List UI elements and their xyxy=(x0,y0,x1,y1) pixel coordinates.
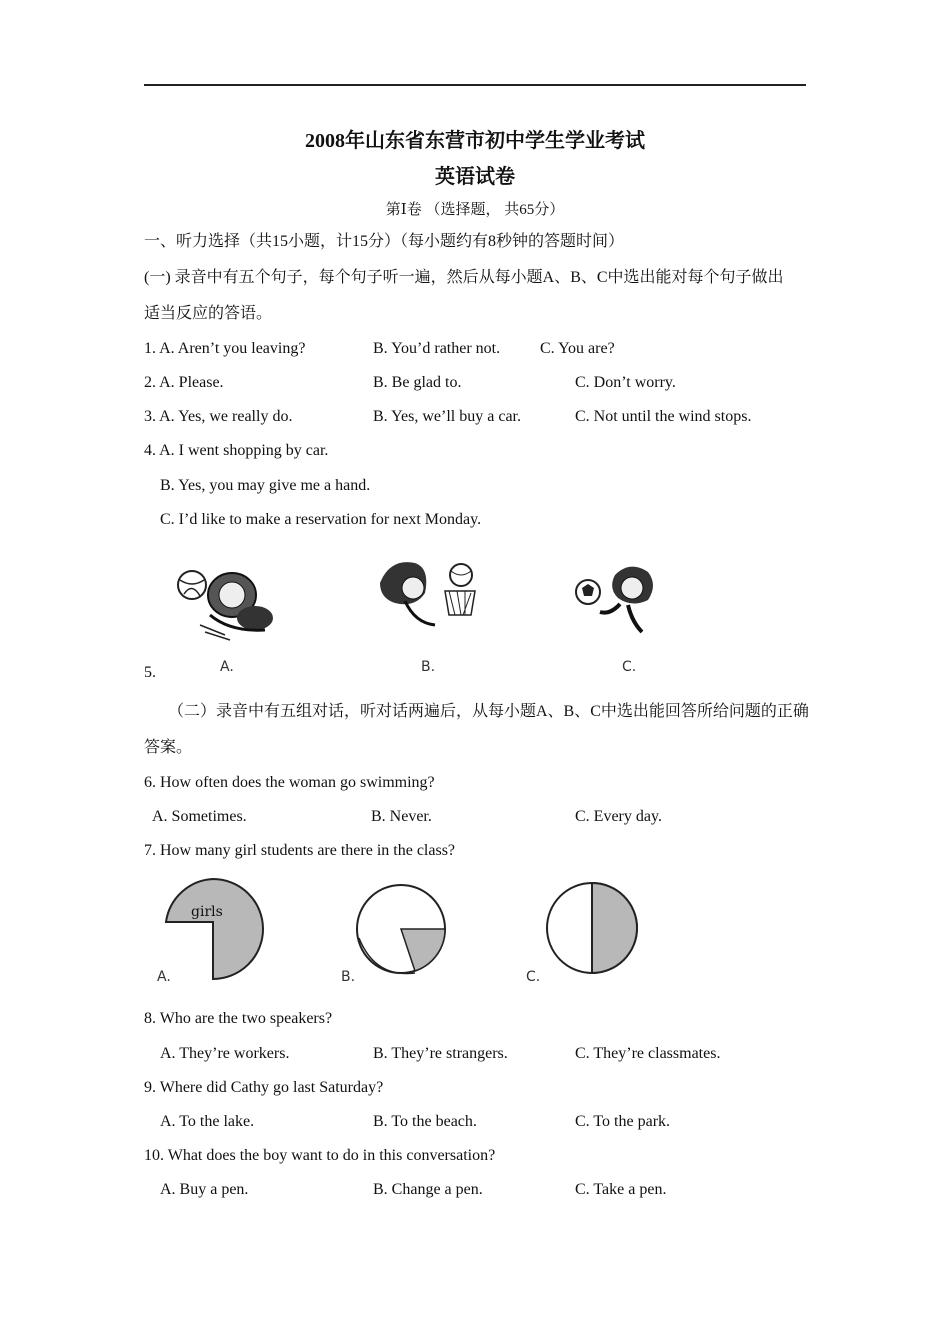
q9-option-c: C. To the park. xyxy=(575,1113,671,1130)
q4-option-b: B. Yes, you may give me a hand. xyxy=(160,477,371,494)
q7-question: 7. How many girl students are there in the class? xyxy=(144,842,456,859)
q4-option-a: 4. A. I went shopping by car. xyxy=(144,442,329,459)
q8-option-a: A. They’re workers. xyxy=(160,1045,290,1062)
q8-option-b: B. They’re strangers. xyxy=(373,1045,508,1062)
q5-number: 5. xyxy=(144,664,156,681)
q3-option-a: 3. A. Yes, we really do. xyxy=(144,408,293,425)
q7-label-b: B. xyxy=(341,969,356,985)
section1-instructions-line2: 适当反应的答语。 xyxy=(144,305,273,322)
q10-question: 10. What does the boy want to do in this conversation? xyxy=(144,1147,496,1164)
q6-option-b: B. Never. xyxy=(371,808,432,825)
football-mascot-image xyxy=(570,560,670,640)
section1-instructions-line1: (一) 录音中有五个句子，每个句子听一遍，然后从每小题A、B、C中选出能对每个句子做出 xyxy=(144,269,784,286)
top-rule xyxy=(144,84,806,86)
pie-chart-a-image xyxy=(165,878,265,980)
q7-label-a: A. xyxy=(157,969,171,985)
q3-option-b: B. Yes, we’ll buy a car. xyxy=(373,408,521,425)
pie-chart-c-image xyxy=(545,876,640,980)
q6-question: 6. How often does the woman go swimming? xyxy=(144,774,435,791)
q2-option-c: C. Don’t worry. xyxy=(575,374,676,391)
pie-chart-b-image xyxy=(355,878,450,980)
q10-option-b: B. Change a pen. xyxy=(373,1181,483,1198)
basketball-mascot-image xyxy=(375,553,485,633)
section2-instructions-line1: （二）录音中有五组对话，听对话两遍后，从每小题A、B、C中选出能回答所给问题的正确 xyxy=(168,703,809,720)
q3-option-c: C. Not until the wind stops. xyxy=(575,408,752,425)
volleyball-mascot-image xyxy=(170,560,285,645)
section1-heading: 一、听力选择（共15小题，计15分）（每小题约有8秒钟的答题时间） xyxy=(144,233,625,250)
exam-subtitle: 英语试卷 xyxy=(435,166,515,188)
q7-label-c: C. xyxy=(526,969,541,985)
q2-option-a: 2. A. Please. xyxy=(144,374,224,391)
q5-label-c: C. xyxy=(622,659,637,675)
q4-option-c: C. I’d like to make a reservation for next Monday. xyxy=(160,511,482,528)
part-label: 第Ⅰ卷 （选择题， 共65分） xyxy=(385,202,565,218)
q8-question: 8. Who are the two speakers? xyxy=(144,1010,333,1027)
q9-option-a: A. To the lake. xyxy=(160,1113,255,1130)
q1-option-a: 1. A. Aren’t you leaving? xyxy=(144,340,306,357)
q9-option-b: B. To the beach. xyxy=(373,1113,477,1130)
section2-instructions-line2: 答案。 xyxy=(144,739,193,756)
q6-option-a: A. Sometimes. xyxy=(152,808,247,825)
q10-option-a: A. Buy a pen. xyxy=(160,1181,249,1198)
q5-label-b: B. xyxy=(421,659,436,675)
q1-option-c: C. You are? xyxy=(540,340,615,357)
q2-option-b: B. Be glad to. xyxy=(373,374,462,391)
q1-option-b: B. You’d rather not. xyxy=(373,340,501,357)
q8-option-c: C. They’re classmates. xyxy=(575,1045,721,1062)
q9-question: 9. Where did Cathy go last Saturday? xyxy=(144,1079,384,1096)
girls-label: girls xyxy=(191,904,223,920)
exam-title: 2008年山东省东营市初中学生学业考试 xyxy=(305,130,645,152)
q10-option-c: C. Take a pen. xyxy=(575,1181,667,1198)
q5-label-a: A. xyxy=(220,659,234,675)
q6-option-c: C. Every day. xyxy=(575,808,662,825)
